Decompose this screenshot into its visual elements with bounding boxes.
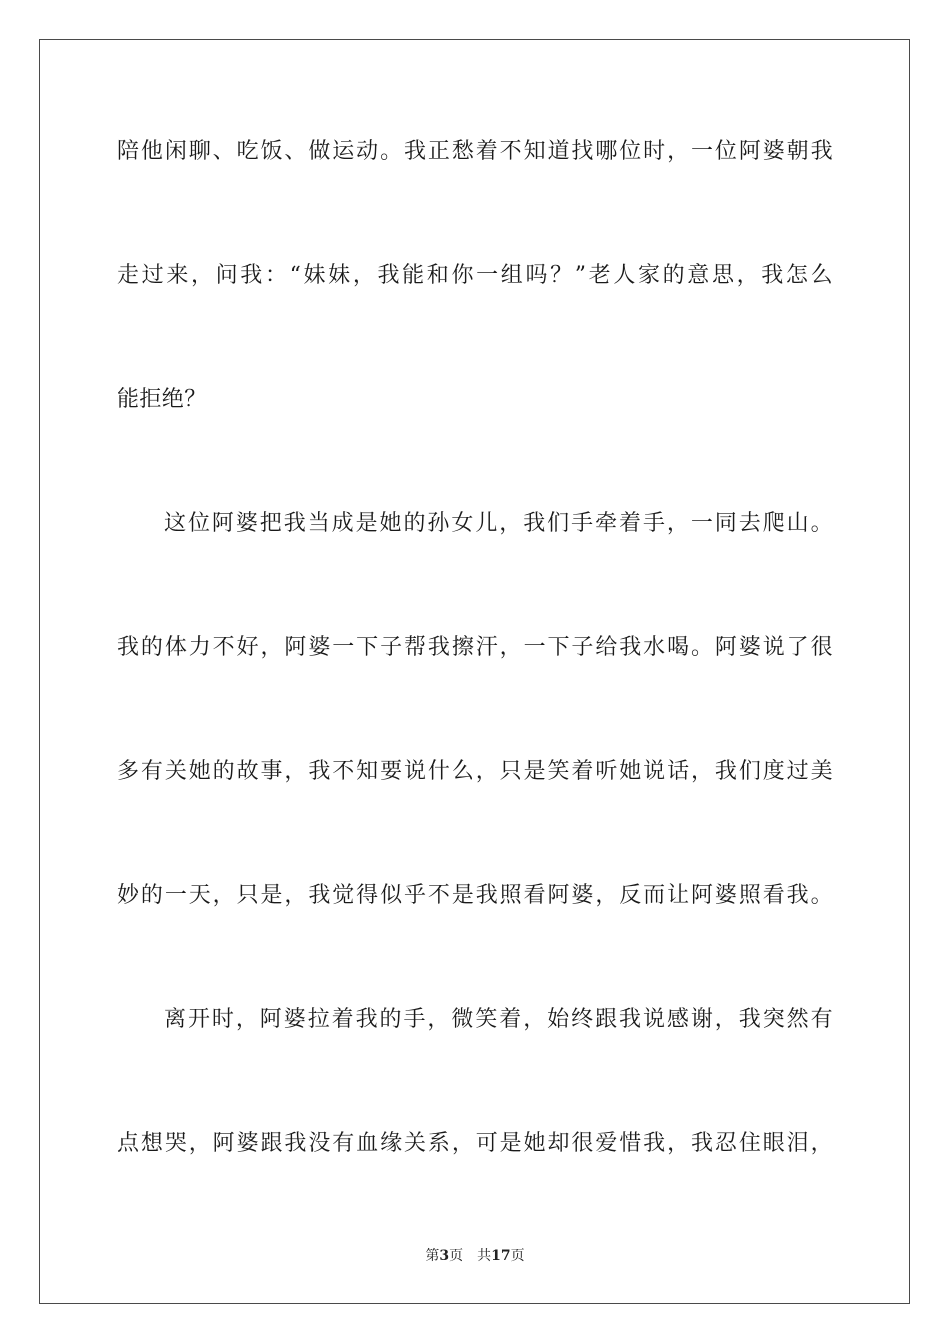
page-number: 3 bbox=[439, 1248, 450, 1264]
body-text-line-9: 点想哭，阿婆跟我没有血缘关系，可是她却很爱惜我，我忍住眼泪， bbox=[117, 1131, 833, 1156]
body-text-line-1: 陪他闲聊、吃饭、做运动。我正愁着不知道找哪位时，一位阿婆朝我 bbox=[117, 139, 833, 164]
body-text-line-5: 我的体力不好，阿婆一下子帮我擦汗，一下子给我水喝。阿婆说了很 bbox=[117, 635, 833, 660]
body-text-line-8: 离开时，阿婆拉着我的手，微笑着，始终跟我说感谢，我突然有 bbox=[164, 1007, 833, 1032]
total-pages: 17 bbox=[491, 1248, 511, 1264]
page-prefix: 第 bbox=[425, 1248, 440, 1264]
body-text-line-7: 妙的一天，只是，我觉得似乎不是我照看阿婆，反而让阿婆照看我。 bbox=[117, 883, 833, 908]
page-border bbox=[39, 39, 910, 1304]
page-suffix: 页 bbox=[449, 1248, 464, 1264]
body-text-line-6: 多有关她的故事，我不知要说什么，只是笑着听她说话，我们度过美 bbox=[117, 759, 833, 784]
total-prefix: 共 bbox=[477, 1248, 492, 1264]
total-suffix: 页 bbox=[510, 1248, 525, 1264]
body-text-line-4: 这位阿婆把我当成是她的孙女儿，我们手牵着手，一同去爬山。 bbox=[164, 511, 833, 536]
page-footer bbox=[0, 1247, 950, 1265]
body-text-line-2: 走过来，问我：“妹妹，我能和你一组吗？”老人家的意思，我怎么 bbox=[117, 263, 833, 288]
body-text-line-3: 能拒绝？ bbox=[117, 387, 207, 412]
